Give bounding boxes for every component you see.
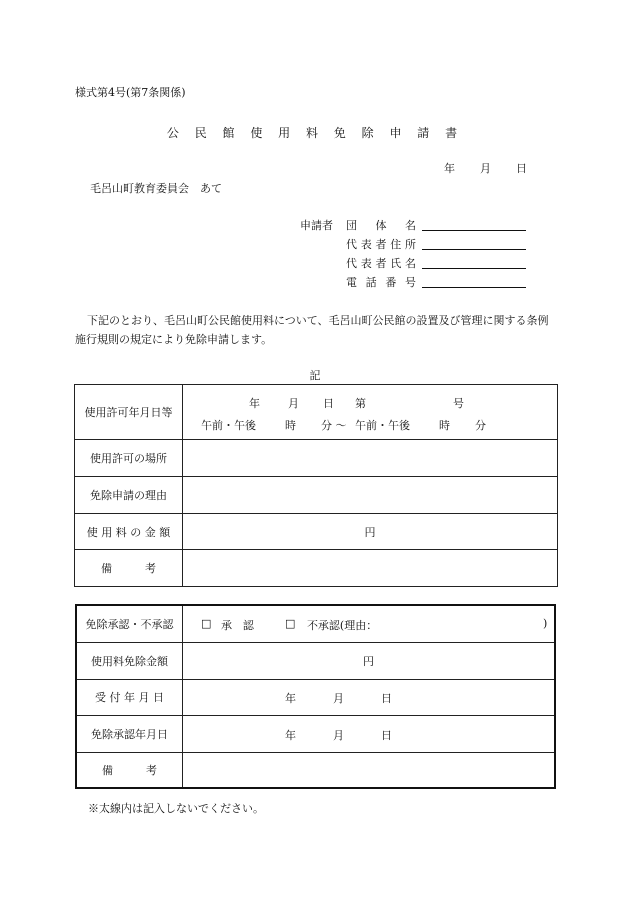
month-label: 月 (288, 397, 299, 410)
row-label: 備 考 (75, 550, 183, 587)
month-label: 月 (332, 692, 344, 705)
body-text: 下記のとおり、毛呂山町公民館使用料について、毛呂山町公民館の設置及び管理に関する条例施行規則の規定により免除申請します。 (75, 314, 549, 346)
reject-label: 不承認(理由： (306, 618, 378, 632)
applicant-field-line[interactable] (422, 268, 526, 269)
remarks-cell[interactable] (183, 550, 558, 587)
fee-amount-cell[interactable] (183, 514, 558, 550)
permit-location-cell[interactable] (183, 440, 558, 477)
row-label: 使 用 料 の 金 額 (75, 514, 183, 550)
row-label: 受 付 年 月 日 (76, 679, 182, 715)
year-label: 年 (284, 728, 296, 742)
applicant-field-label: 電 話 番 号 (346, 276, 416, 289)
document-title: 公 民 館 使 用 料 免 除 申 請 書 (166, 126, 464, 140)
reject-checkbox[interactable]: □ (284, 616, 296, 630)
date-day: 日 (516, 162, 527, 175)
form-number-label: 様式第4号(第7条関係) (75, 86, 186, 99)
receipt-date-cell[interactable] (182, 679, 555, 715)
table-row (76, 642, 555, 679)
applicant-prefix: 申請者 (300, 219, 333, 232)
hour-start-label: 時 (285, 419, 296, 432)
ki-heading: 記 (309, 369, 321, 382)
day-label: 日 (380, 728, 392, 742)
table-row (76, 715, 555, 752)
day-label: 日 (323, 397, 334, 410)
row-label: 免除承認・不承認 (76, 605, 182, 642)
applicant-field-line[interactable] (422, 230, 526, 231)
number-suffix-label: 号 (453, 397, 464, 410)
row-label: 免除申請の理由 (75, 477, 183, 514)
row-label: 備 考 (76, 752, 182, 788)
table-row (75, 440, 558, 477)
yen-unit: 円 (362, 654, 374, 668)
month-label: 月 (332, 728, 344, 742)
table-row (75, 385, 558, 440)
hour-end-label: 時 (439, 419, 450, 432)
footnote: ※太線内は記入しないでください。 (88, 802, 264, 815)
row-label: 使用許可年月日等 (75, 385, 183, 440)
office-use-table (75, 604, 556, 789)
permit-date-cell[interactable] (183, 385, 558, 440)
office-remarks-cell[interactable] (182, 752, 555, 788)
applicant-field-label: 団 体 名 (346, 219, 416, 232)
number-prefix-label: 第 (355, 397, 366, 410)
row-label: 使用許可の場所 (75, 440, 183, 477)
row-label: 免除承認年月日 (76, 715, 182, 752)
approval-cell (182, 605, 555, 642)
exempt-amount-cell[interactable] (182, 642, 555, 679)
table-row (76, 605, 555, 642)
minute-end-label: 分 (475, 419, 486, 432)
date-month: 月 (480, 162, 491, 175)
application-table (74, 384, 558, 587)
approval-date-cell[interactable] (182, 715, 555, 752)
table-row (76, 679, 555, 715)
table-row (75, 550, 558, 587)
applicant-field-label: 代表者氏名 (346, 257, 416, 270)
applicant-field-label: 代表者住所 (346, 238, 416, 251)
approve-label: 承 認 (220, 618, 254, 632)
ampm-end-label: 午前・午後 (355, 419, 410, 432)
year-label: 年 (249, 397, 260, 410)
table-row (76, 752, 555, 788)
applicant-field-line[interactable] (422, 287, 526, 288)
approve-checkbox[interactable]: □ (200, 616, 212, 630)
yen-unit: 円 (364, 525, 376, 539)
year-label: 年 (284, 692, 296, 705)
exemption-reason-cell[interactable] (183, 477, 558, 514)
application-date (444, 160, 527, 176)
date-year: 年 (444, 162, 455, 175)
day-label: 日 (380, 692, 392, 705)
row-label: 使用料免除金額 (76, 642, 182, 679)
table-row (75, 514, 558, 550)
close-paren: ) (542, 616, 548, 630)
minute-start-label: 分 ～ (321, 419, 347, 432)
applicant-field-line[interactable] (422, 249, 526, 250)
ampm-start-label: 午前・午後 (201, 419, 256, 432)
addressee: 毛呂山町教育委員会 あて (90, 182, 222, 195)
table-row (75, 477, 558, 514)
